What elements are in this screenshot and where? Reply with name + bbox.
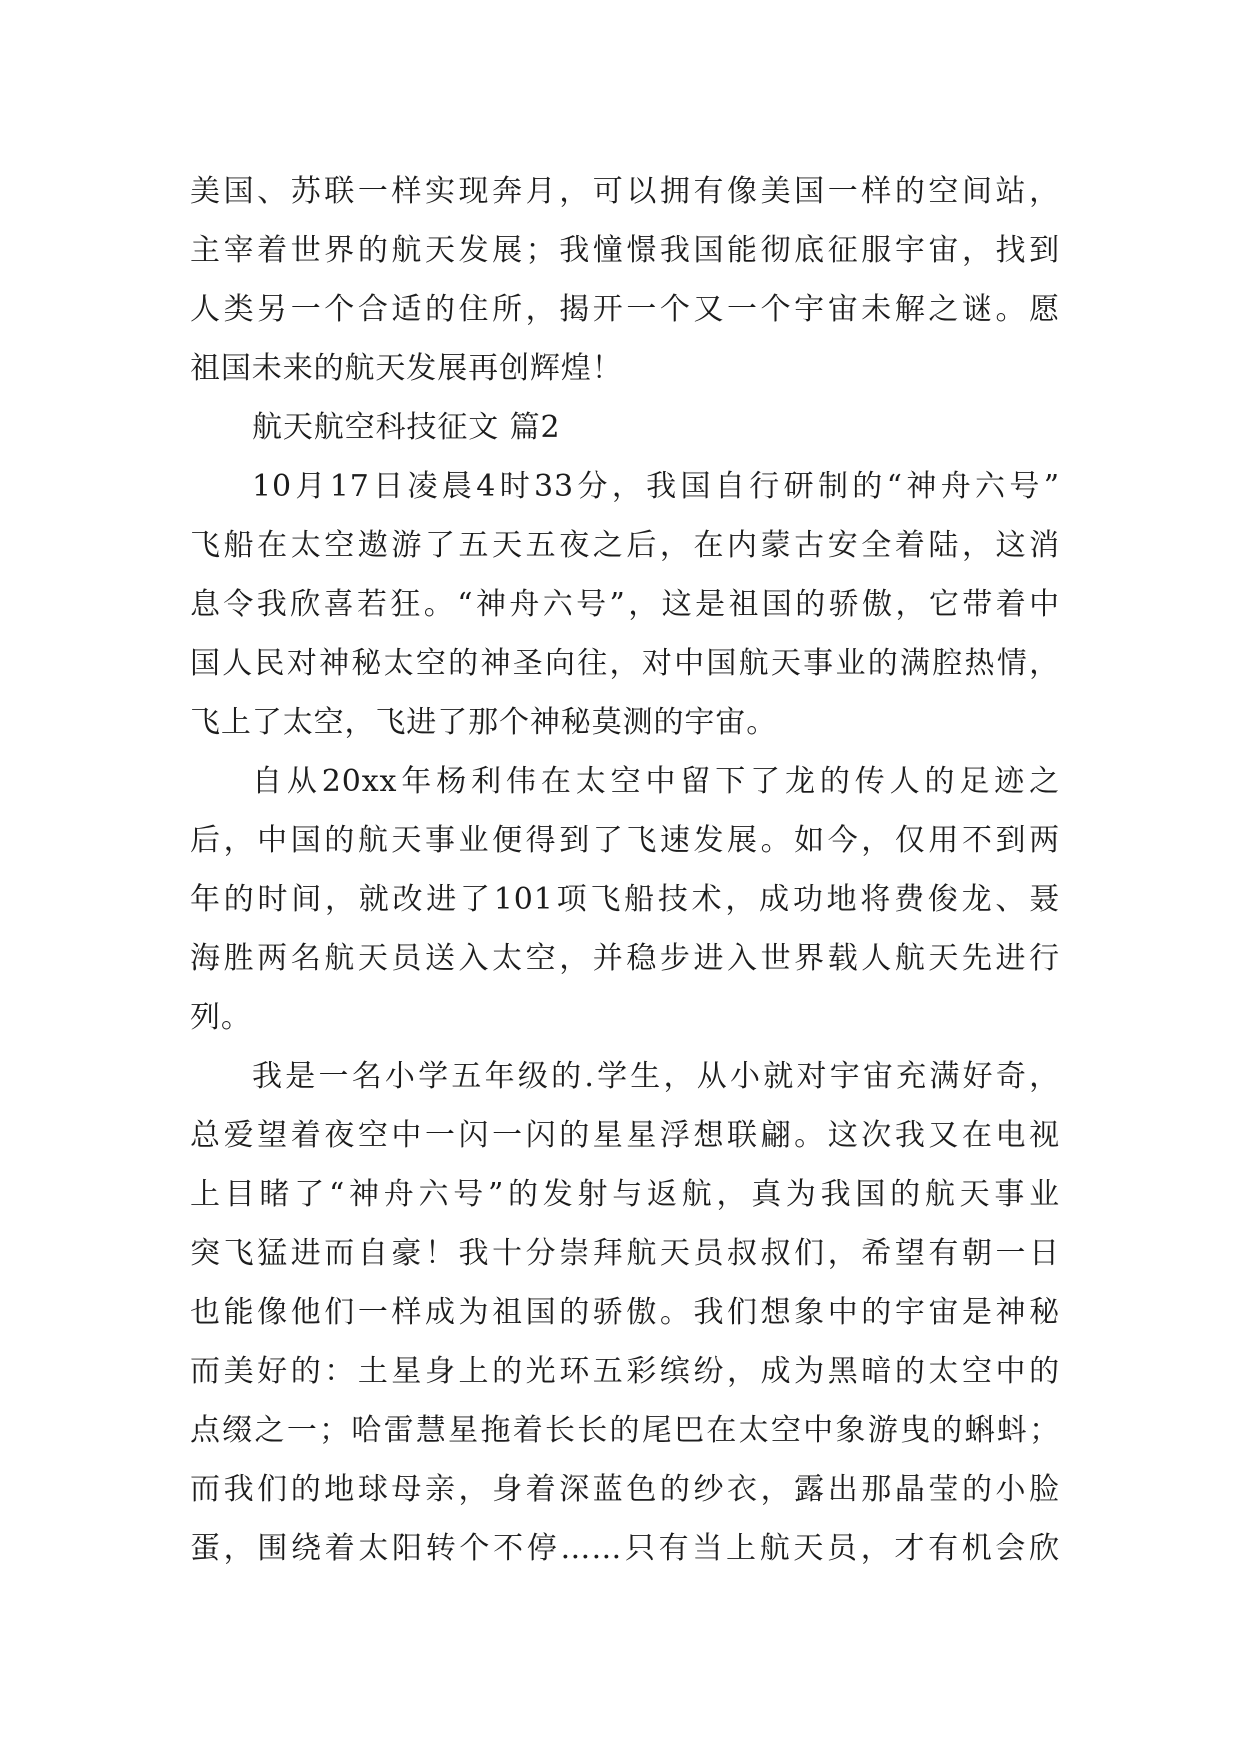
text-line: 10月17日凌晨4时33分，我国自行研制的“神舟六号” [252,469,1060,504]
text-line: 而美好的：土星身上的光环五彩缤纷，成为黑暗的太空中的 [190,1354,1060,1389]
text-line: 美国、苏联一样实现奔月，可以拥有像美国一样的空间站， [190,174,1060,209]
paragraph [190,1047,1060,1578]
text-line: 年的时间，就改进了101项飞船技术，成功地将费俊龙、聂 [190,882,1060,917]
text-line: 飞船在太空遨游了五天五夜之后，在内蒙古安全着陆，这消 [190,528,1060,563]
text-line: 点缀之一；哈雷慧星拖着长长的尾巴在太空中象游曳的蝌蚪； [190,1413,1060,1448]
text-line: 人类另一个合适的住所，揭开一个又一个宇宙未解之谜。愿 [190,292,1060,327]
text-line: 突飞猛进而自豪！我十分崇拜航天员叔叔们，希望有朝一日 [190,1236,1060,1271]
paragraph [190,752,1060,1047]
text-line: 后，中国的航天事业便得到了飞速发展。如今，仅用不到两 [190,823,1060,858]
text-line: 祖国未来的航天发展再创辉煌！ [190,351,623,386]
text-line: 主宰着世界的航天发展；我憧憬我国能彻底征服宇宙，找到 [190,233,1060,268]
text-line: 国人民对神秘太空的神圣向往，对中国航天事业的满腔热情， [190,646,1060,681]
section-heading: 航天航空科技征文 篇2 [252,410,561,445]
text-line: 我是一名小学五年级的.学生，从小就对宇宙充满好奇， [252,1059,1060,1094]
paragraph [190,457,1060,752]
text-line: 上目睹了“神舟六号”的发射与返航，真为我国的航天事业 [190,1177,1060,1212]
text-line: 海胜两名航天员送入太空，并稳步进入世界载人航天先进行 [190,941,1060,976]
text-line: 飞上了太空，飞进了那个神秘莫测的宇宙。 [190,705,778,740]
text-line: 列。 [190,1000,252,1035]
paragraph-continued [190,162,1060,398]
text-line: 总爱望着夜空中一闪一闪的星星浮想联翩。这次我又在电视 [190,1118,1060,1153]
text-line: 也能像他们一样成为祖国的骄傲。我们想象中的宇宙是神秘 [190,1295,1060,1330]
text-line: 而我们的地球母亲，身着深蓝色的纱衣，露出那晶莹的小脸 [190,1472,1060,1507]
text-line: 自从20xx年杨利伟在太空中留下了龙的传人的足迹之 [252,764,1060,799]
text-line: 息令我欣喜若狂。“神舟六号”，这是祖国的骄傲，它带着中 [190,587,1060,622]
text-line: 蛋，围绕着太阳转个不停……只有当上航天员，才有机会欣 [190,1531,1060,1566]
document-body [190,162,1060,1578]
